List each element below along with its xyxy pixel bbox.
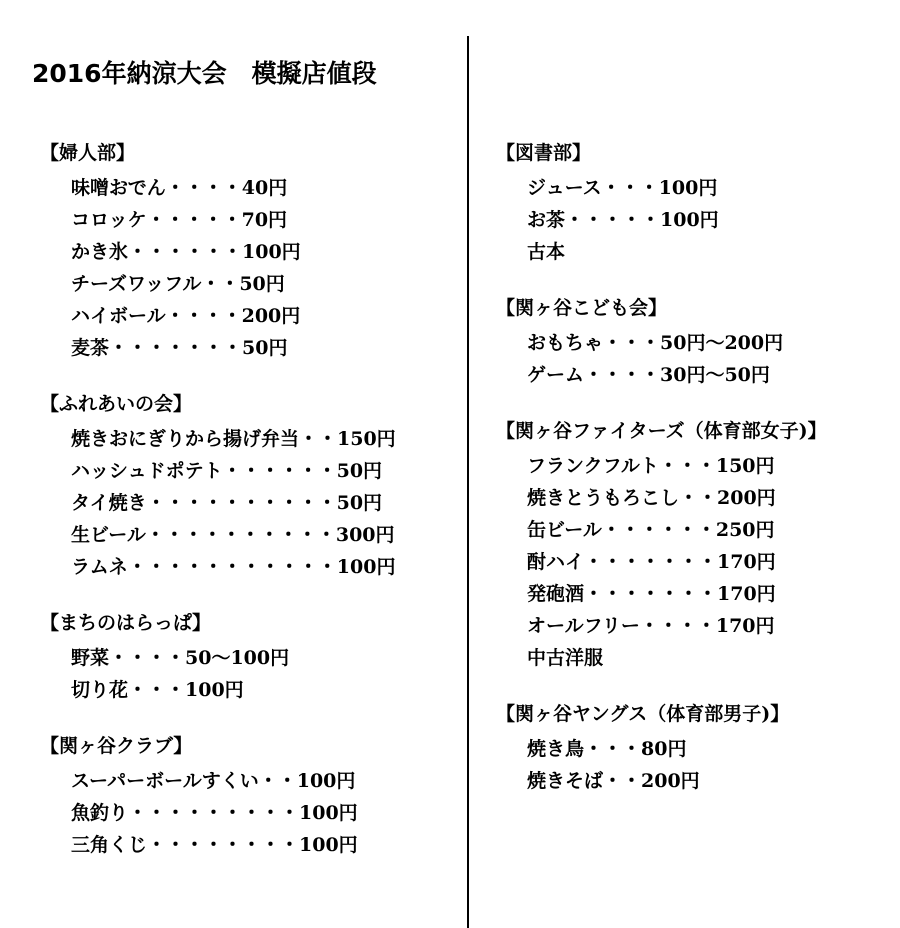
menu-item: 三角くじ・・・・・・・・100円 (71, 834, 358, 856)
menu-item: 発砲酒・・・・・・・170円 (527, 583, 776, 605)
menu-item: フランクフルト・・・150円 (527, 455, 775, 477)
section-fighters (496, 418, 827, 674)
section-heading: 【関ヶ谷クラブ】 (40, 735, 193, 757)
section-heading: 【婦人部】 (40, 142, 136, 164)
menu-item: ゲーム・・・・30円〜50円 (527, 364, 770, 386)
menu-item: 味噌おでん・・・・40円 (71, 177, 288, 199)
menu-item: ハッシュドポテト・・・・・・50円 (71, 460, 383, 482)
menu-item: 古本 (527, 241, 566, 263)
menu-item: 焼きおにぎりから揚げ弁当・・150円 (71, 428, 396, 450)
section-youngs (496, 701, 827, 797)
section-toshobu (496, 140, 827, 268)
section-machi-no-harappa (40, 610, 396, 706)
menu-item: スーパーボールすくい・・100円 (71, 770, 356, 792)
section-fureai (40, 391, 396, 583)
section-heading: 【図書部】 (496, 142, 592, 164)
section-heading: 【関ヶ谷こども会】 (496, 297, 668, 319)
column-divider (467, 36, 469, 928)
menu-item: おもちゃ・・・50円〜200円 (527, 332, 784, 354)
menu-item: 缶ビール・・・・・・250円 (527, 519, 775, 541)
menu-item: チーズワッフル・・50円 (71, 273, 285, 295)
section-heading: 【関ヶ谷ヤングス（体育部男子)】 (496, 703, 790, 725)
menu-item: 切り花・・・100円 (71, 679, 244, 701)
section-kodomokai (496, 295, 827, 391)
page-title: 2016年納涼大会 模擬店値段 (32, 59, 377, 88)
section-heading: 【まちのはらっぱ】 (40, 612, 212, 634)
menu-item: 焼き鳥・・・80円 (527, 738, 687, 760)
right-column (496, 140, 827, 824)
menu-item: かき氷・・・・・・100円 (71, 241, 301, 263)
menu-item: 中古洋服 (527, 647, 604, 669)
menu-item: 生ビール・・・・・・・・・・300円 (71, 524, 395, 546)
left-column (40, 140, 396, 888)
menu-item: オールフリー・・・・170円 (527, 615, 775, 637)
section-fujinbu (40, 140, 396, 364)
menu-item: ジュース・・・100円 (527, 177, 718, 199)
section-sekigaya-club (40, 733, 396, 861)
menu-item: タイ焼き・・・・・・・・・・50円 (71, 492, 383, 514)
menu-item: 野菜・・・・50〜100円 (71, 647, 290, 669)
menu-item: 焼きとうもろこし・・200円 (527, 487, 776, 509)
menu-item: 麦茶・・・・・・・50円 (71, 337, 288, 359)
menu-item: 焼きそば・・200円 (527, 770, 700, 792)
menu-item: 魚釣り・・・・・・・・・100円 (71, 802, 358, 824)
menu-item: コロッケ・・・・・70円 (71, 209, 288, 231)
menu-item: お茶・・・・・100円 (527, 209, 719, 231)
menu-item: ラムネ・・・・・・・・・・・100円 (71, 556, 396, 578)
menu-item: 酎ハイ・・・・・・・170円 (527, 551, 776, 573)
menu-item: ハイボール・・・・200円 (71, 305, 301, 327)
section-heading: 【ふれあいの会】 (40, 393, 193, 415)
section-heading: 【関ヶ谷ファイターズ（体育部女子)】 (496, 420, 827, 442)
